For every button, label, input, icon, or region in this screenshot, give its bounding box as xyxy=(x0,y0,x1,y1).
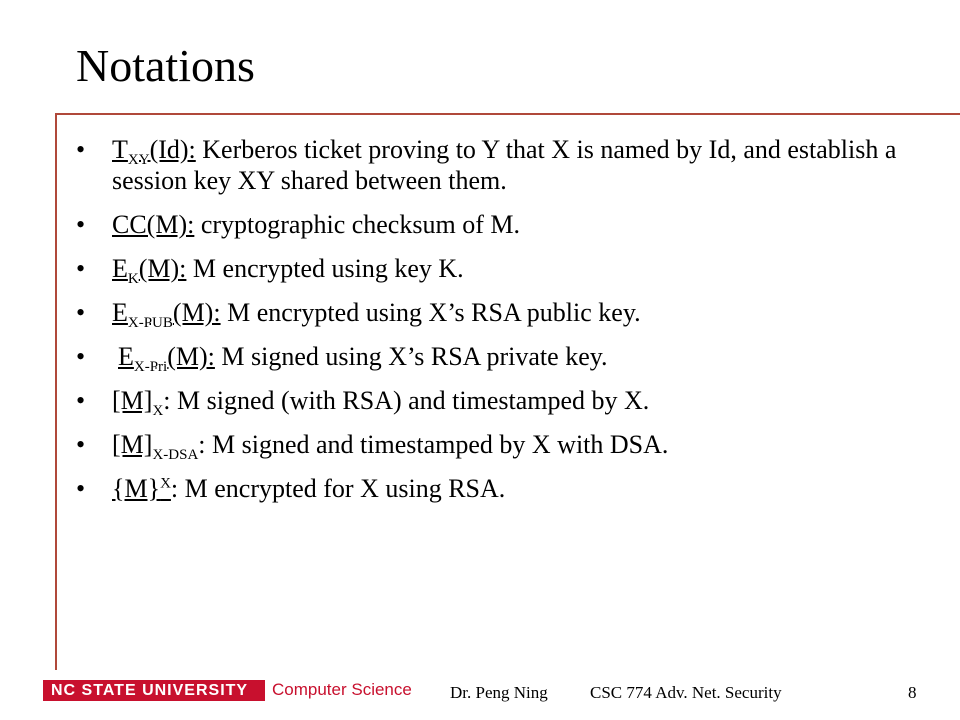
notation-description: M signed using X’s RSA private key. xyxy=(214,342,608,371)
notation-description: Kerberos ticket proving to Y that X is named by Id, and establish a session key XY shared between them. xyxy=(112,135,897,195)
bullet: • xyxy=(76,254,86,283)
title-divider xyxy=(55,113,960,115)
notation-description: : M signed (with RSA) and timestamped by X. xyxy=(163,386,650,415)
bullet: • xyxy=(76,135,86,164)
list-item xyxy=(76,429,946,464)
course-label: CSC 774 Adv. Net. Security xyxy=(590,683,782,702)
notation-term: $\{M\}^X$ xyxy=(112,474,171,503)
list-item xyxy=(76,385,946,420)
university-logo: NC STATE UNIVERSITY xyxy=(43,680,265,701)
notation-term: $E_{X-Pri}(M)$: xyxy=(118,342,215,376)
notation-list xyxy=(76,134,946,517)
notation-term: $[M]_X$ xyxy=(112,386,164,420)
author-label: Dr. Peng Ning xyxy=(450,683,548,702)
list-item xyxy=(76,473,946,504)
bullet: • xyxy=(76,430,86,459)
notation-term: $T_{XY}(Id)$: xyxy=(112,135,196,169)
department-label: Computer Science xyxy=(272,680,412,699)
notation-term: $[M]_{X-DSA}$ xyxy=(112,430,199,464)
bullet: • xyxy=(76,474,86,503)
bullet: • xyxy=(76,298,86,327)
list-item xyxy=(76,341,946,376)
bullet: • xyxy=(76,386,86,415)
notation-description: cryptographic checksum of M. xyxy=(194,210,520,239)
page-number: 8 xyxy=(908,683,917,702)
notation-description: M encrypted using X’s RSA public key. xyxy=(220,298,641,327)
notation-description: M encrypted using key K. xyxy=(186,254,464,283)
slide-title: Notations xyxy=(76,40,255,91)
notation-description: : M encrypted for X using RSA. xyxy=(170,474,506,503)
list-item xyxy=(76,297,946,332)
bullet: • xyxy=(76,210,86,239)
notation-term: CC(M): xyxy=(112,210,195,239)
list-item xyxy=(76,209,946,240)
notation-description: : M signed and timestamped by X with DSA. xyxy=(198,430,669,459)
bullet: • xyxy=(76,342,86,371)
list-item xyxy=(76,253,946,288)
list-item xyxy=(76,134,946,196)
notation-term: $E_{X-PUB}(M)$: xyxy=(112,298,221,332)
notation-term: $E_K(M)$: xyxy=(112,254,187,288)
left-divider xyxy=(55,113,57,670)
